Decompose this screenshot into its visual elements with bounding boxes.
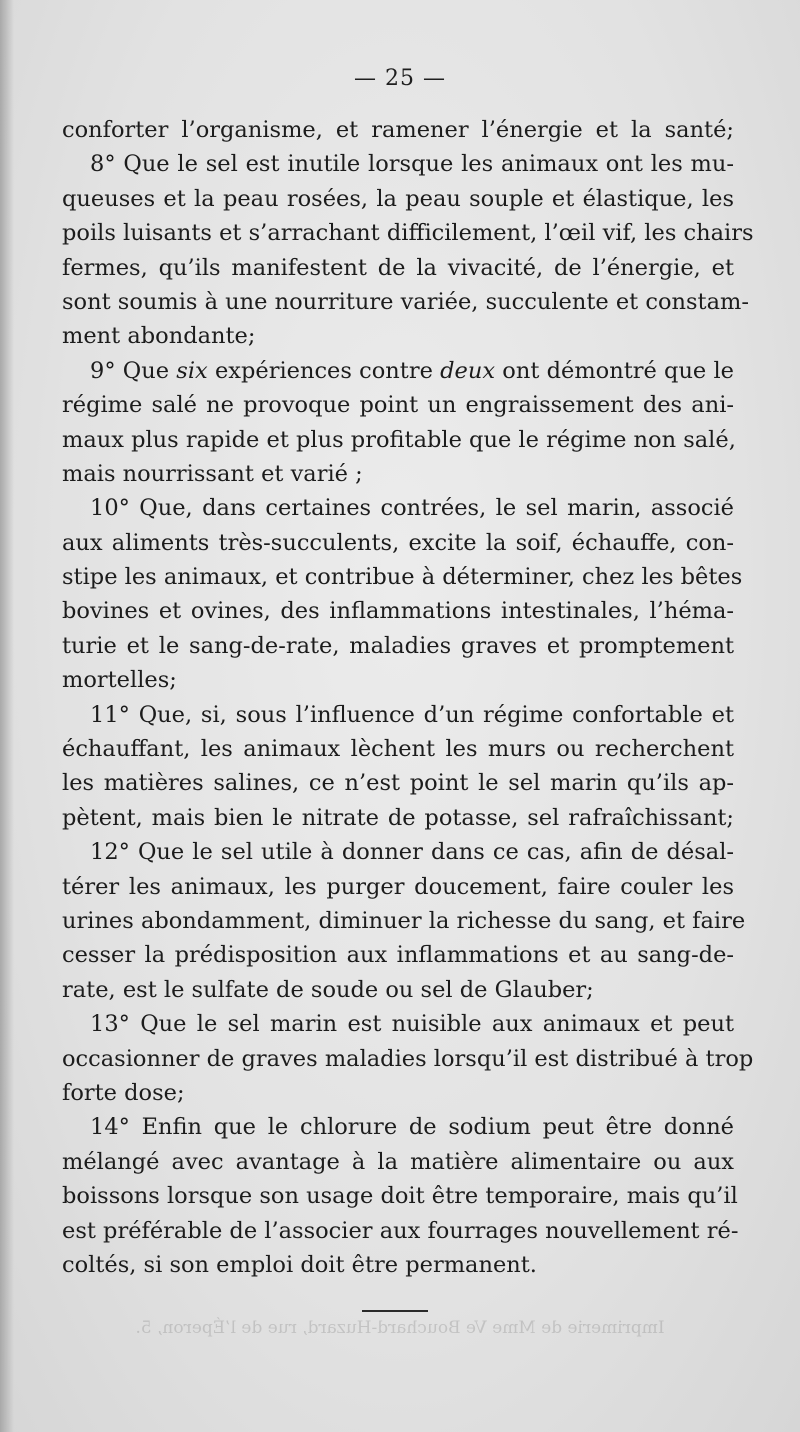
page-gutter-shadow (0, 0, 14, 1432)
text-line (62, 766, 734, 800)
text-segment: 13° Que le sel marin est nuisible aux animaux et peut (90, 1011, 734, 1038)
text-segment: occasionner de graves maladies lorsqu’il est distribué à trop (62, 1045, 754, 1072)
text-segment: stipe les animaux, et contribue à déterminer, chez les bêtes (62, 564, 743, 591)
text-line (62, 938, 734, 972)
text-segment: poils luisants et s’arrachant difficilement, l’œil vif, les chairs (62, 220, 754, 247)
text-line (62, 1110, 734, 1144)
text-line (62, 251, 734, 285)
text-segment: expériences contre (207, 357, 441, 384)
text-line (62, 388, 734, 422)
text-segment: térer les animaux, les purger doucement, faire couler les (62, 873, 734, 900)
text-line (62, 1248, 734, 1282)
text-segment: 10° Que, dans certaines contrées, le sel marin, associé (90, 495, 734, 522)
text-segment: mélangé avec avantage à la matière alimentaire ou aux (62, 1148, 734, 1175)
end-rule (362, 1310, 428, 1312)
text-segment: maux plus rapide et plus profitable que le régime non salé, (62, 426, 736, 453)
text-line (62, 491, 734, 525)
body-text (62, 113, 754, 1282)
text-line (62, 457, 734, 491)
text-segment: est préférable de l’associer aux fourrages nouvellement ré- (62, 1217, 739, 1244)
text-segment: échauffant, les animaux lèchent les murs ou recherchent (62, 736, 734, 763)
text-segment: urines abondamment, diminuer la richesse du sang, et faire (62, 907, 746, 934)
page-number: — 25 — (354, 66, 446, 91)
text-line (62, 147, 734, 181)
text-segment: coltés, si son emploi doit être permanent. (62, 1251, 537, 1278)
text-line (62, 319, 734, 353)
text-line (62, 870, 734, 904)
text-line (62, 1007, 734, 1041)
text-line (62, 663, 734, 697)
text-segment: turie et le sang-de-rate, maladies graves et promptement (62, 632, 734, 659)
printer-imprint-bleed-through: Imprimerie de Mme Ve Bouchard-Huzard, rue de l’Éperon, 5. (135, 1318, 665, 1338)
text-line (62, 1214, 739, 1248)
text-line (62, 1042, 754, 1076)
text-line (62, 182, 734, 216)
text-line (62, 801, 734, 835)
text-line (62, 285, 749, 319)
text-segment: rate, est le sulfate de soude ou sel de Glauber; (62, 976, 594, 1003)
text-line (62, 904, 746, 938)
text-segment: queuses et la peau rosées, la peau souple et élastique, les (62, 185, 734, 212)
text-segment: ment abondante; (62, 323, 256, 350)
text-line (62, 835, 734, 869)
text-segment: conforter l’organisme, et ramener l’énergie et la santé; (62, 117, 734, 143)
text-segment: sont soumis à une nourriture variée, succulente et constam- (62, 288, 749, 315)
text-line (62, 1145, 734, 1179)
text-segment: 12° Que le sel utile à donner dans ce cas, afin de désal- (90, 839, 734, 866)
text-line (62, 594, 734, 628)
text-line (62, 1179, 738, 1213)
text-segment: 8° Que le sel est inutile lorsque les animaux ont les mu- (90, 151, 734, 178)
text-line (62, 216, 754, 250)
text-line (62, 629, 734, 663)
text-segment: mais nourrissant et varié ; (62, 460, 363, 487)
text-segment: boissons lorsque son usage doit être temporaire, mais qu’il (62, 1183, 738, 1210)
text-line (62, 423, 734, 457)
text-segment: cesser la prédisposition aux inflammations et au sang-de- (62, 942, 734, 969)
text-segment: bovines et ovines, des inflammations intestinales, l’héma- (62, 598, 734, 625)
text-segment: 11° Que, si, sous l’influence d’un régime confortable et (90, 701, 734, 728)
text-line (62, 1076, 734, 1110)
text-segment: pètent, mais bien le nitrate de potasse, sel rafraîchissant; (62, 804, 734, 831)
text-segment: les matières salines, ce n’est point le sel marin qu’ils ap- (62, 770, 734, 797)
text-line (62, 973, 734, 1007)
text-segment: ont démontré que le (495, 357, 734, 384)
text-segment: 9° Que (90, 357, 177, 384)
text-line (62, 698, 734, 732)
text-segment: mortelles; (62, 667, 177, 694)
text-segment: forte dose; (62, 1079, 185, 1106)
text-line (62, 354, 734, 388)
text-line (62, 732, 734, 766)
text-line (62, 560, 743, 594)
text-line (62, 526, 734, 560)
text-segment: fermes, qu’ils manifestent de la vivacité, de l’énergie, et (62, 254, 734, 281)
text-segment: régime salé ne provoque point un engraissement des ani- (62, 392, 734, 419)
italic-word: deux (440, 357, 496, 384)
text-line (62, 113, 734, 147)
text-segment: 14° Enfin que le chlorure de sodium peut être donné (90, 1114, 734, 1141)
italic-word: six (176, 357, 208, 384)
text-segment: aux aliments très-succulents, excite la soif, échauffe, con- (62, 529, 734, 556)
